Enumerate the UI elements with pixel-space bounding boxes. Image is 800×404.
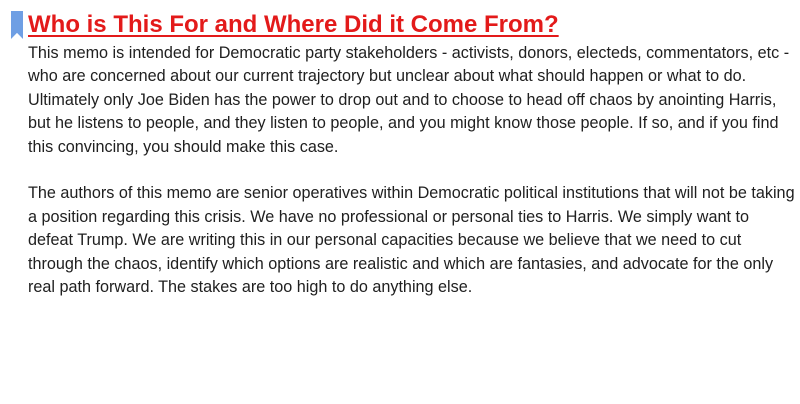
section-heading: Who is This For and Where Did it Come From? [28, 11, 559, 38]
paragraph-intended-audience: This memo is intended for Democratic party stakeholders - activists, donors, electeds, commentators, etc - who are concerned about our current trajectory but unclear about what should happen or what to do. Ultimately only Joe Biden has the power to drop out and to choose to head off chaos by anointing Harris, but he listens to people, and they listen to people, and you might know those people. If so, and if you find this convincing, you should make this case. [28, 44, 790, 156]
paragraph-authors: The authors of this memo are senior operatives within Democratic political institutions that will not be taking a position regarding this crisis. We have no professional or personal ties to Harris. We simply want to defeat Trump. We are writing this in our personal capacities because we believe that we need to cut through the chaos, identify which options are realistic and which are fantasies, and advocate for the only real path forward. The stakes are too high to do anything else. [28, 184, 795, 297]
bookmark-icon[interactable] [11, 11, 23, 39]
section-body [28, 42, 796, 299]
paragraph-spacer [28, 159, 796, 182]
